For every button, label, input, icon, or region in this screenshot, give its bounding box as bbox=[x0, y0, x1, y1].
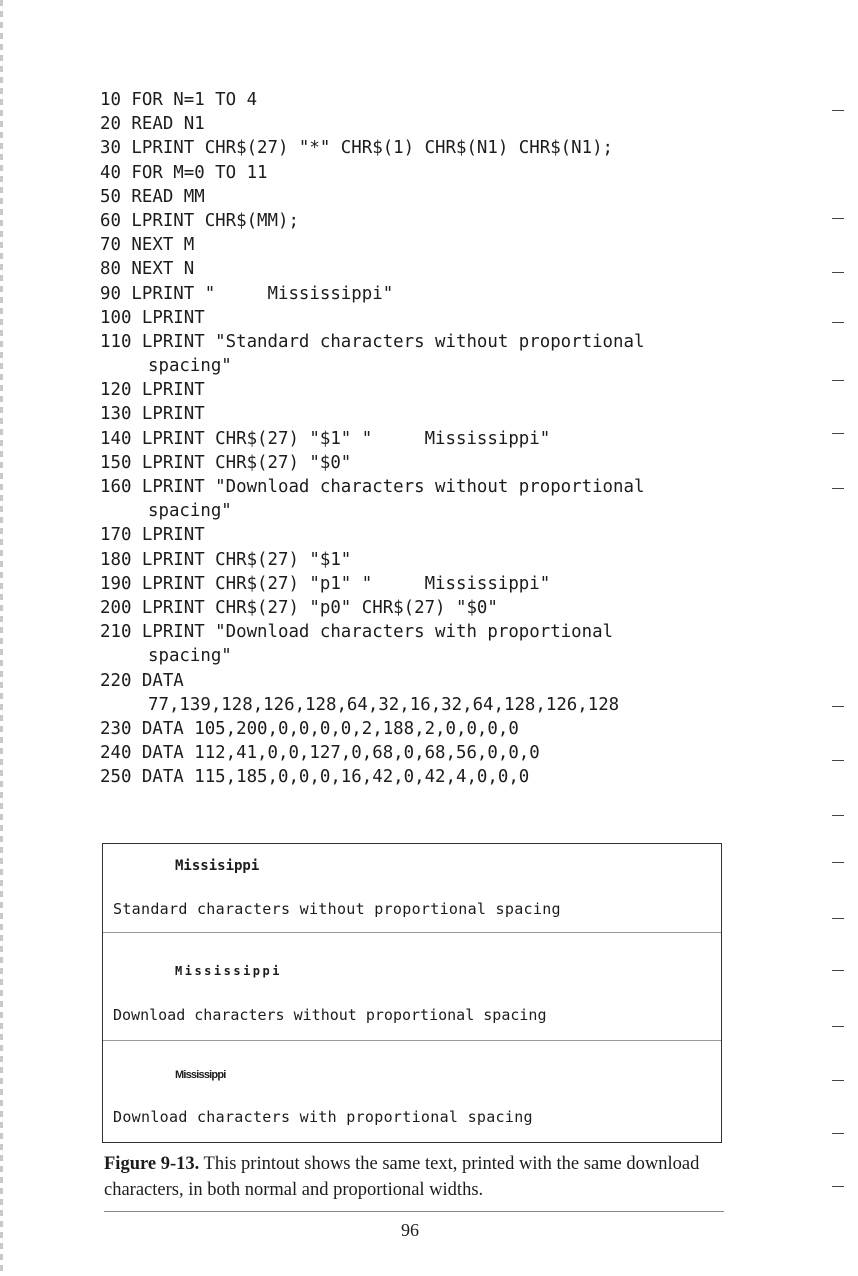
code-line: 50 READ MM bbox=[100, 186, 205, 207]
code-line: spacing" bbox=[148, 501, 232, 522]
margin-mark bbox=[832, 110, 844, 111]
margin-mark bbox=[832, 760, 844, 761]
printout-line-download: Download characters without proportional spacing bbox=[113, 1006, 547, 1024]
margin-mark bbox=[832, 918, 844, 919]
code-line: spacing" bbox=[148, 646, 232, 667]
code-line: 240 DATA 112,41,0,0,127,0,68,0,68,56,0,0,0 bbox=[100, 743, 540, 764]
margin-mark bbox=[832, 380, 844, 381]
figure-caption-text: This printout shows the same text, printed with the same download characters, in both normal and proportional widths. bbox=[104, 1154, 700, 1200]
code-line: 30 LPRINT CHR$(27) "*" CHR$(1) CHR$(N1) CHR$(N1); bbox=[100, 138, 614, 159]
code-line: 140 LPRINT CHR$(27) "$1" " Mississippi" bbox=[100, 428, 551, 449]
printout-sample-box bbox=[102, 843, 722, 1143]
code-line: 170 LPRINT bbox=[100, 525, 205, 546]
code-line: 80 NEXT N bbox=[100, 259, 195, 280]
margin-mark bbox=[832, 488, 844, 489]
code-line: 250 DATA 115,185,0,0,0,16,42,0,42,4,0,0,0 bbox=[100, 767, 530, 788]
code-line: 180 LPRINT CHR$(27) "$1" bbox=[100, 549, 352, 570]
code-line: 77,139,128,126,128,64,32,16,32,64,128,126,128 bbox=[148, 694, 620, 715]
figure-caption bbox=[104, 1151, 728, 1203]
code-line: 160 LPRINT "Download characters without proportional bbox=[100, 477, 645, 497]
margin-mark bbox=[832, 1133, 844, 1134]
code-line: 70 NEXT M bbox=[100, 235, 195, 256]
basic-program-listing bbox=[100, 88, 780, 789]
printout-word-proportional: Mississippi bbox=[175, 1069, 226, 1081]
margin-mark bbox=[832, 272, 844, 273]
page-number: 96 bbox=[401, 1220, 419, 1240]
printout-word-download: Mississippi bbox=[175, 964, 282, 978]
code-line: 210 LPRINT "Download characters with proportional bbox=[100, 622, 614, 643]
printout-divider bbox=[103, 932, 721, 933]
code-line: 190 LPRINT CHR$(27) "p1" " Mississippi" bbox=[100, 573, 551, 594]
code-line: spacing" bbox=[148, 356, 232, 377]
printout-line-standard: Standard characters without proportional spacing bbox=[113, 900, 561, 918]
margin-mark bbox=[832, 1026, 844, 1027]
margin-mark bbox=[832, 1186, 844, 1187]
code-line: 120 LPRINT bbox=[100, 380, 205, 401]
footer-rule bbox=[104, 1211, 724, 1212]
margin-mark bbox=[832, 433, 844, 434]
code-line: 20 READ N1 bbox=[100, 114, 205, 135]
code-line: 130 LPRINT bbox=[100, 404, 205, 425]
code-line: 40 FOR M=0 TO 11 bbox=[100, 162, 268, 183]
printout-divider bbox=[103, 1040, 721, 1041]
printout-line-proportional: Download characters with proportional spacing bbox=[113, 1108, 533, 1126]
code-line: 60 LPRINT CHR$(MM); bbox=[100, 210, 299, 231]
code-line: 110 LPRINT "Standard characters without proportional bbox=[100, 331, 645, 352]
margin-mark bbox=[832, 218, 844, 219]
code-line: 150 LPRINT CHR$(27) "$0" bbox=[100, 452, 352, 473]
page-left-edge bbox=[0, 0, 3, 1276]
code-line: 220 DATA bbox=[100, 670, 184, 691]
code-line: 90 LPRINT " Mississippi" bbox=[100, 283, 394, 304]
code-line: 100 LPRINT bbox=[100, 307, 205, 328]
printout-word-standard: Missisippi bbox=[175, 858, 260, 874]
margin-mark bbox=[832, 1080, 844, 1081]
code-line: 200 LPRINT CHR$(27) "p0" CHR$(27) "$0" bbox=[100, 597, 498, 618]
margin-mark bbox=[832, 970, 844, 971]
figure-label: Figure 9-13. bbox=[104, 1154, 200, 1174]
margin-mark bbox=[832, 815, 844, 816]
margin-mark bbox=[832, 706, 844, 707]
code-line: 230 DATA 105,200,0,0,0,0,2,188,2,0,0,0,0 bbox=[100, 718, 519, 739]
margin-mark bbox=[832, 322, 844, 323]
margin-mark bbox=[832, 862, 844, 863]
code-line: 10 FOR N=1 TO 4 bbox=[100, 90, 258, 110]
